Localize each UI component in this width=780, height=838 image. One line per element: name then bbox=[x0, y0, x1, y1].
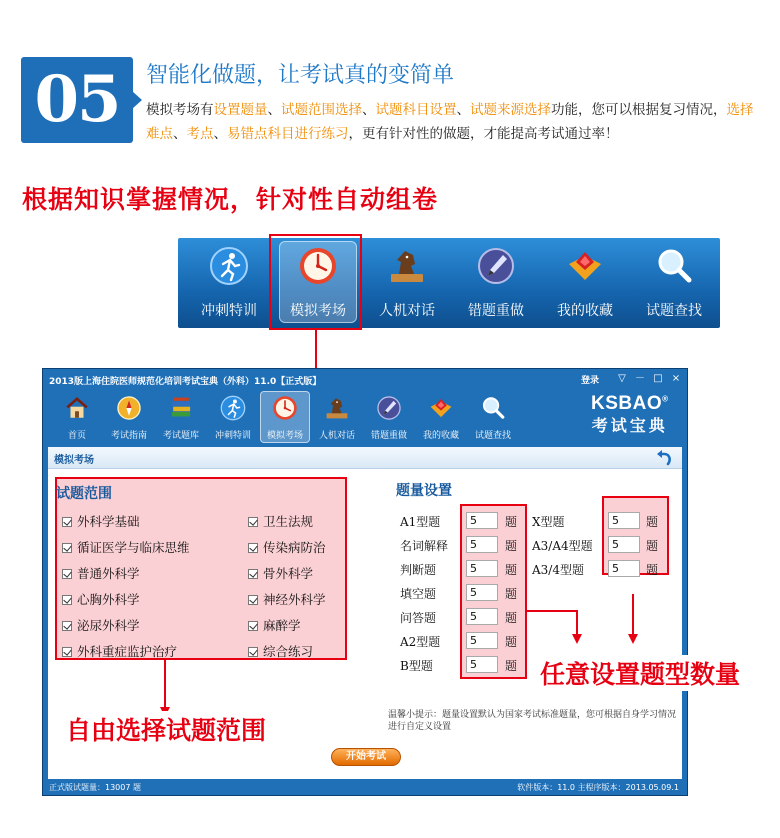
scope-title: 试题范围 bbox=[56, 486, 112, 502]
toolbar-item-runner[interactable] bbox=[184, 238, 274, 328]
checkbox-checked-icon[interactable] bbox=[248, 517, 258, 527]
desc-highlight: 设置题量 bbox=[213, 102, 268, 118]
app-toolbar-item-label: 考试题库 bbox=[162, 431, 199, 441]
clock-icon bbox=[272, 395, 298, 421]
toolbar-item-pen[interactable] bbox=[451, 238, 541, 328]
toolbar-item-magnifier[interactable] bbox=[629, 238, 719, 328]
app-toolbar-item-pen[interactable] bbox=[363, 391, 415, 443]
desc-text: 、 bbox=[173, 126, 187, 142]
checkbox-checked-icon[interactable] bbox=[62, 595, 72, 605]
scope-checkbox-label: 综合练习 bbox=[263, 644, 314, 659]
toolbar-item-label: 错题重做 bbox=[468, 303, 524, 319]
logo-text-cn: 考试宝典 bbox=[591, 416, 668, 435]
qty-unit: 题 bbox=[505, 587, 518, 601]
qty-annotation-arrow-1 bbox=[572, 634, 582, 644]
desc-text: 、 bbox=[267, 102, 281, 118]
desc-highlight: 试题范围选择 bbox=[281, 102, 362, 118]
qty-input[interactable]: 5 bbox=[608, 560, 640, 577]
qty-annotation-arrow-2 bbox=[628, 634, 638, 644]
qty-input[interactable]: 5 bbox=[608, 536, 640, 553]
qty-unit: 题 bbox=[505, 539, 518, 553]
magnifier-icon bbox=[480, 395, 506, 421]
scope-checkbox-label: 卫生法规 bbox=[263, 514, 314, 529]
qty-annotation-hline bbox=[525, 610, 578, 612]
logo-text-en: KSBAO bbox=[591, 393, 663, 414]
qty-input[interactable]: 5 bbox=[466, 656, 498, 673]
compass-icon bbox=[116, 395, 142, 421]
qty-label: B型题 bbox=[400, 659, 433, 673]
scope-checkbox[interactable] bbox=[248, 564, 313, 582]
app-toolbar-item-clock[interactable] bbox=[259, 391, 311, 443]
desc-highlight: 试题科目设置 bbox=[375, 102, 457, 118]
app-toolbar-item-house[interactable] bbox=[51, 391, 103, 443]
pen-icon bbox=[476, 246, 516, 286]
checkbox-checked-icon[interactable] bbox=[62, 647, 72, 657]
app-toolbar-item-chess-knight[interactable] bbox=[311, 391, 363, 443]
mock-exam-highlight-frame bbox=[269, 234, 362, 330]
magnifier-icon bbox=[654, 246, 694, 286]
feature-description bbox=[146, 98, 766, 146]
scope-checkbox[interactable] bbox=[62, 616, 140, 634]
toolbar-item-chess-knight[interactable] bbox=[362, 238, 452, 328]
checkbox-checked-icon[interactable] bbox=[62, 569, 72, 579]
desc-text: 、 bbox=[456, 102, 470, 118]
toolbar-item-label: 冲刺特训 bbox=[201, 303, 257, 319]
desc-highlight: 易错点科目进行练习 bbox=[227, 126, 349, 142]
chess-knight-icon bbox=[387, 246, 427, 286]
qty-label: 名词解释 bbox=[400, 539, 449, 553]
pen-icon bbox=[376, 395, 402, 421]
desc-text: 功能，您可以根据复习情况， bbox=[551, 102, 727, 118]
toolbar-item-label: 人机对话 bbox=[379, 303, 435, 319]
checkbox-checked-icon[interactable] bbox=[62, 517, 72, 527]
desc-text: 、 bbox=[362, 102, 376, 118]
scope-checkbox-label: 普通外科学 bbox=[77, 566, 140, 581]
scope-checkbox-label: 传染病防治 bbox=[263, 540, 326, 555]
app-toolbar-item-label: 冲刺特训 bbox=[214, 431, 251, 441]
app-toolbar-item-label: 我的收藏 bbox=[422, 431, 459, 441]
app-toolbar-item-gem[interactable] bbox=[415, 391, 467, 443]
quantity-title: 题量设置 bbox=[396, 483, 452, 499]
back-arrow-icon[interactable] bbox=[654, 448, 674, 468]
desc-highlight: 试题来源选择 bbox=[470, 102, 551, 118]
checkbox-checked-icon[interactable] bbox=[248, 621, 258, 631]
scope-checkbox-label: 心胸外科学 bbox=[77, 592, 140, 607]
app-toolbar-item-label: 错题重做 bbox=[370, 431, 407, 441]
menu-dropdown-button[interactable]: ▽ bbox=[618, 373, 626, 384]
qty-input[interactable]: 5 bbox=[466, 608, 498, 625]
scope-annotation-label: 自由选择试题范围 bbox=[60, 711, 272, 747]
qty-unit: 题 bbox=[505, 515, 518, 529]
app-toolbar-item-runner[interactable] bbox=[207, 391, 259, 443]
scope-checkbox-label: 循证医学与临床思维 bbox=[77, 540, 190, 555]
scope-checkbox-label: 外科学基础 bbox=[77, 514, 140, 529]
qty-input[interactable]: 5 bbox=[466, 536, 498, 553]
desc-text: ，更有针对性的做题，才能提高考试通过率！ bbox=[348, 126, 619, 142]
gem-icon bbox=[565, 246, 605, 286]
qty-input[interactable]: 5 bbox=[466, 560, 498, 577]
checkbox-checked-icon[interactable] bbox=[248, 647, 258, 657]
qty-label: A2型题 bbox=[400, 635, 441, 649]
scope-checkbox-label: 神经外科学 bbox=[263, 592, 326, 607]
app-toolbar-item-label: 试题查找 bbox=[474, 431, 511, 441]
toolbar-item-label: 我的收藏 bbox=[557, 303, 613, 319]
registered-mark: ® bbox=[662, 394, 669, 404]
qty-label: X型题 bbox=[532, 515, 565, 529]
qty-annotation-vline-2 bbox=[632, 594, 634, 637]
toolbar-item-label: 试题查找 bbox=[646, 303, 702, 319]
app-toolbar-item-magnifier[interactable] bbox=[467, 391, 519, 443]
login-link[interactable]: 登录 bbox=[581, 376, 600, 386]
qty-unit: 题 bbox=[646, 539, 659, 553]
qty-unit: 题 bbox=[646, 515, 659, 529]
qty-unit: 题 bbox=[505, 611, 518, 625]
runner-icon bbox=[209, 246, 249, 286]
scope-checkbox[interactable] bbox=[62, 590, 140, 608]
checkbox-checked-icon[interactable] bbox=[248, 543, 258, 553]
breadcrumb bbox=[48, 447, 682, 469]
books-icon bbox=[168, 395, 194, 421]
scope-checkbox[interactable] bbox=[62, 512, 140, 530]
app-toolbar-item-books[interactable] bbox=[155, 391, 207, 443]
qty-label: A1型题 bbox=[400, 515, 441, 529]
close-button[interactable]: × bbox=[671, 373, 681, 384]
tip-text: 温馨小提示：题量设置默认为国家考试标准题量，您可根据自身学习情况进行自定义设置 bbox=[388, 710, 677, 732]
app-toolbar-item-label: 模拟考场 bbox=[266, 431, 303, 441]
scope-checkbox-label: 外科重症监护治疗 bbox=[77, 644, 178, 659]
qty-annotation-vline-1 bbox=[576, 610, 578, 637]
scope-checkbox[interactable] bbox=[248, 512, 313, 530]
qty-input[interactable]: 5 bbox=[466, 512, 498, 529]
window-title: 2013版上海住院医师规范化培训考试宝典（外科）11.0【正式版】 bbox=[49, 377, 322, 387]
qty-input[interactable]: 5 bbox=[466, 584, 498, 601]
qty-label: A3/4型题 bbox=[532, 563, 584, 577]
checkbox-checked-icon[interactable] bbox=[248, 569, 258, 579]
scope-checkbox[interactable] bbox=[62, 538, 190, 556]
toolbar-item-gem[interactable] bbox=[540, 238, 630, 328]
house-icon bbox=[64, 395, 90, 421]
app-toolbar-item-compass[interactable] bbox=[103, 391, 155, 443]
app-toolbar-item-label: 人机对话 bbox=[318, 431, 355, 441]
desc-text: 模拟考场有 bbox=[146, 102, 214, 118]
qty-unit: 题 bbox=[505, 563, 518, 577]
app-toolbar-item-label: 考试指南 bbox=[110, 431, 147, 441]
minimize-button[interactable]: － bbox=[635, 373, 645, 384]
qty-label: 问答题 bbox=[400, 611, 437, 625]
scope-checkbox[interactable] bbox=[62, 564, 140, 582]
main-toolbar-zoom bbox=[178, 238, 720, 328]
chess-knight-icon bbox=[324, 395, 350, 421]
section-heading: 根据知识掌握情况，针对性自动组卷 bbox=[22, 185, 439, 214]
status-question-count: 正式版试题量：13007 题 bbox=[49, 783, 141, 792]
desc-highlight: 选择难点 bbox=[146, 102, 754, 142]
scope-checkbox[interactable] bbox=[248, 642, 313, 660]
qty-annotation-label: 任意设置题型数量 bbox=[534, 655, 746, 691]
scope-checkbox-label: 泌尿外科学 bbox=[77, 618, 140, 633]
qty-input[interactable]: 5 bbox=[608, 512, 640, 529]
start-exam-button[interactable]: 开始考试 bbox=[331, 748, 401, 766]
scope-checkbox[interactable] bbox=[248, 538, 326, 556]
desc-text: 、 bbox=[213, 126, 227, 142]
maximize-button[interactable]: □ bbox=[653, 373, 663, 384]
app-toolbar-item-label: 首页 bbox=[67, 431, 86, 441]
checkbox-checked-icon[interactable] bbox=[62, 543, 72, 553]
scope-checkbox[interactable] bbox=[248, 590, 326, 608]
breadcrumb-label: 模拟考场 bbox=[54, 455, 94, 466]
ksbao-logo bbox=[591, 393, 669, 436]
scope-annotation-line bbox=[164, 659, 166, 709]
qty-unit: 题 bbox=[505, 635, 518, 649]
qty-label: 判断题 bbox=[400, 563, 437, 577]
qty-label: A3/A4型题 bbox=[532, 539, 593, 553]
scope-checkbox[interactable] bbox=[62, 642, 177, 660]
scope-checkbox[interactable] bbox=[248, 616, 301, 634]
checkbox-checked-icon[interactable] bbox=[62, 621, 72, 631]
gem-icon bbox=[428, 395, 454, 421]
status-version: 软件版本：11.0 主程序版本：2013.05.09.1 bbox=[517, 783, 679, 792]
qty-unit: 题 bbox=[505, 659, 518, 673]
section-number-badge: 05 bbox=[21, 57, 133, 143]
runner-icon bbox=[220, 395, 246, 421]
desc-highlight: 考点 bbox=[186, 126, 214, 142]
qty-input[interactable]: 5 bbox=[466, 632, 498, 649]
checkbox-checked-icon[interactable] bbox=[248, 595, 258, 605]
scope-checkbox-label: 麻醉学 bbox=[263, 618, 301, 633]
scope-checkbox-label: 骨外科学 bbox=[263, 566, 314, 581]
qty-unit: 题 bbox=[646, 563, 659, 577]
qty-label: 填空题 bbox=[400, 587, 437, 601]
toolbar-item-label: 模拟考场 bbox=[290, 303, 346, 319]
badge-arrow bbox=[132, 91, 142, 109]
feature-title: 智能化做题，让考试真的变简单 bbox=[146, 63, 455, 88]
